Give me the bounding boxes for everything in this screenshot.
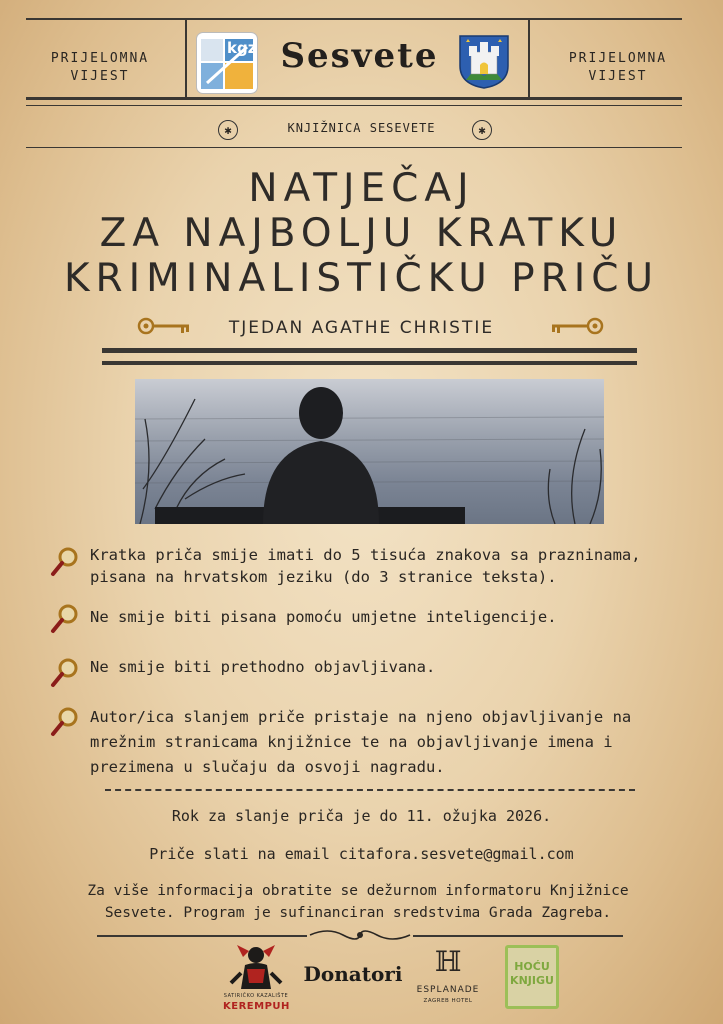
subtitle-rule	[26, 147, 682, 148]
rule-4: Autor/ica slanjem priče pristaje na njeno objavljivanje na mrežnim stranicama knjižnice te na objavljivanje imena i prezimena u slučaju da osvoji nagradu.	[90, 708, 632, 776]
header-divider-right	[528, 18, 530, 98]
magnifier-icon-2	[50, 603, 80, 635]
donors-heading: Donatori	[303, 962, 403, 986]
magnifier-icon-4	[50, 706, 80, 738]
masthead-title: Sesvete	[280, 36, 439, 76]
esplanade-monogram-icon: ℍ	[434, 945, 462, 978]
kgz-logo-text: kgz	[227, 39, 257, 57]
hocu-knjigu-label: HOĆU KNJIGU	[510, 960, 554, 987]
header-divider-left	[185, 18, 187, 98]
kerempuh-logo	[223, 943, 289, 1019]
magnifier-icon-3	[50, 657, 80, 689]
breaking-news-right: PRIJELOMNA VIJEST	[568, 51, 668, 84]
esplanade-logo	[413, 946, 483, 1008]
ornament-star-right: ✱	[472, 120, 492, 140]
esplanade-sub-label: ZAGREB HOTEL	[423, 998, 473, 1004]
kerempuh-small-label: SATIRIČKO KAZALIŠTE	[223, 993, 289, 999]
title-rule-1	[102, 348, 637, 353]
magnifier-icon-1	[50, 546, 80, 578]
footer-rule-right	[413, 935, 623, 937]
rule-2: Ne smije biti pisana pomoću umjetne inteligencije.	[90, 608, 557, 626]
info-text: Za više informacija obratite se dežurnom informatoru Knjižnice Sesvete. Program je sufinanciran sredstvima Grada Zagreba.	[87, 883, 629, 921]
key-icon-left	[137, 317, 193, 339]
rule-3: Ne smije biti prethodno objavljivana.	[90, 658, 436, 676]
title-line-3: KRIMINALISTIČKU PRIČU	[63, 256, 660, 301]
title-line-2: ZA NAJBOLJU KRATKU	[99, 211, 624, 256]
coat-of-arms-icon	[456, 32, 512, 90]
header-rule-thick	[26, 97, 682, 100]
key-icon-right	[548, 317, 604, 339]
esplanade-label: ESPLANADE	[416, 985, 480, 995]
rule-1: Kratka priča smije imati do 5 tisuća znakova sa prazninama, pisana na hrvatskom jeziku (do 3 stranice teksta).	[90, 546, 641, 586]
footer-rule-left	[97, 935, 307, 937]
deadline: Rok za slanje priča je do 11. ožujka 2026.	[171, 807, 552, 825]
email-line: Priče slati na email citafora.sesvete@gmail.com	[149, 845, 574, 863]
kerempuh-label: KEREMPUH	[223, 1001, 290, 1012]
photo-man-by-sea	[135, 379, 604, 524]
tagline: TJEDAN AGATHE CHRISTIE	[228, 318, 495, 338]
library-name: KNJIŽNICA SESEVETE	[287, 121, 436, 135]
dashed-separator	[105, 789, 635, 791]
header-rule-thin	[26, 105, 682, 106]
title-line-1: NATJEČAJ	[248, 166, 475, 211]
ornament-star-left: ✱	[218, 120, 238, 140]
breaking-news-left: PRIJELOMNA VIJEST	[50, 51, 150, 84]
hocu-knjigu-logo	[505, 945, 559, 1009]
top-border	[26, 18, 682, 20]
footer-ornament	[308, 927, 412, 943]
kgz-logo	[197, 33, 257, 93]
kerempuh-jester-icon	[223, 943, 289, 993]
title-rule-2	[102, 361, 637, 365]
